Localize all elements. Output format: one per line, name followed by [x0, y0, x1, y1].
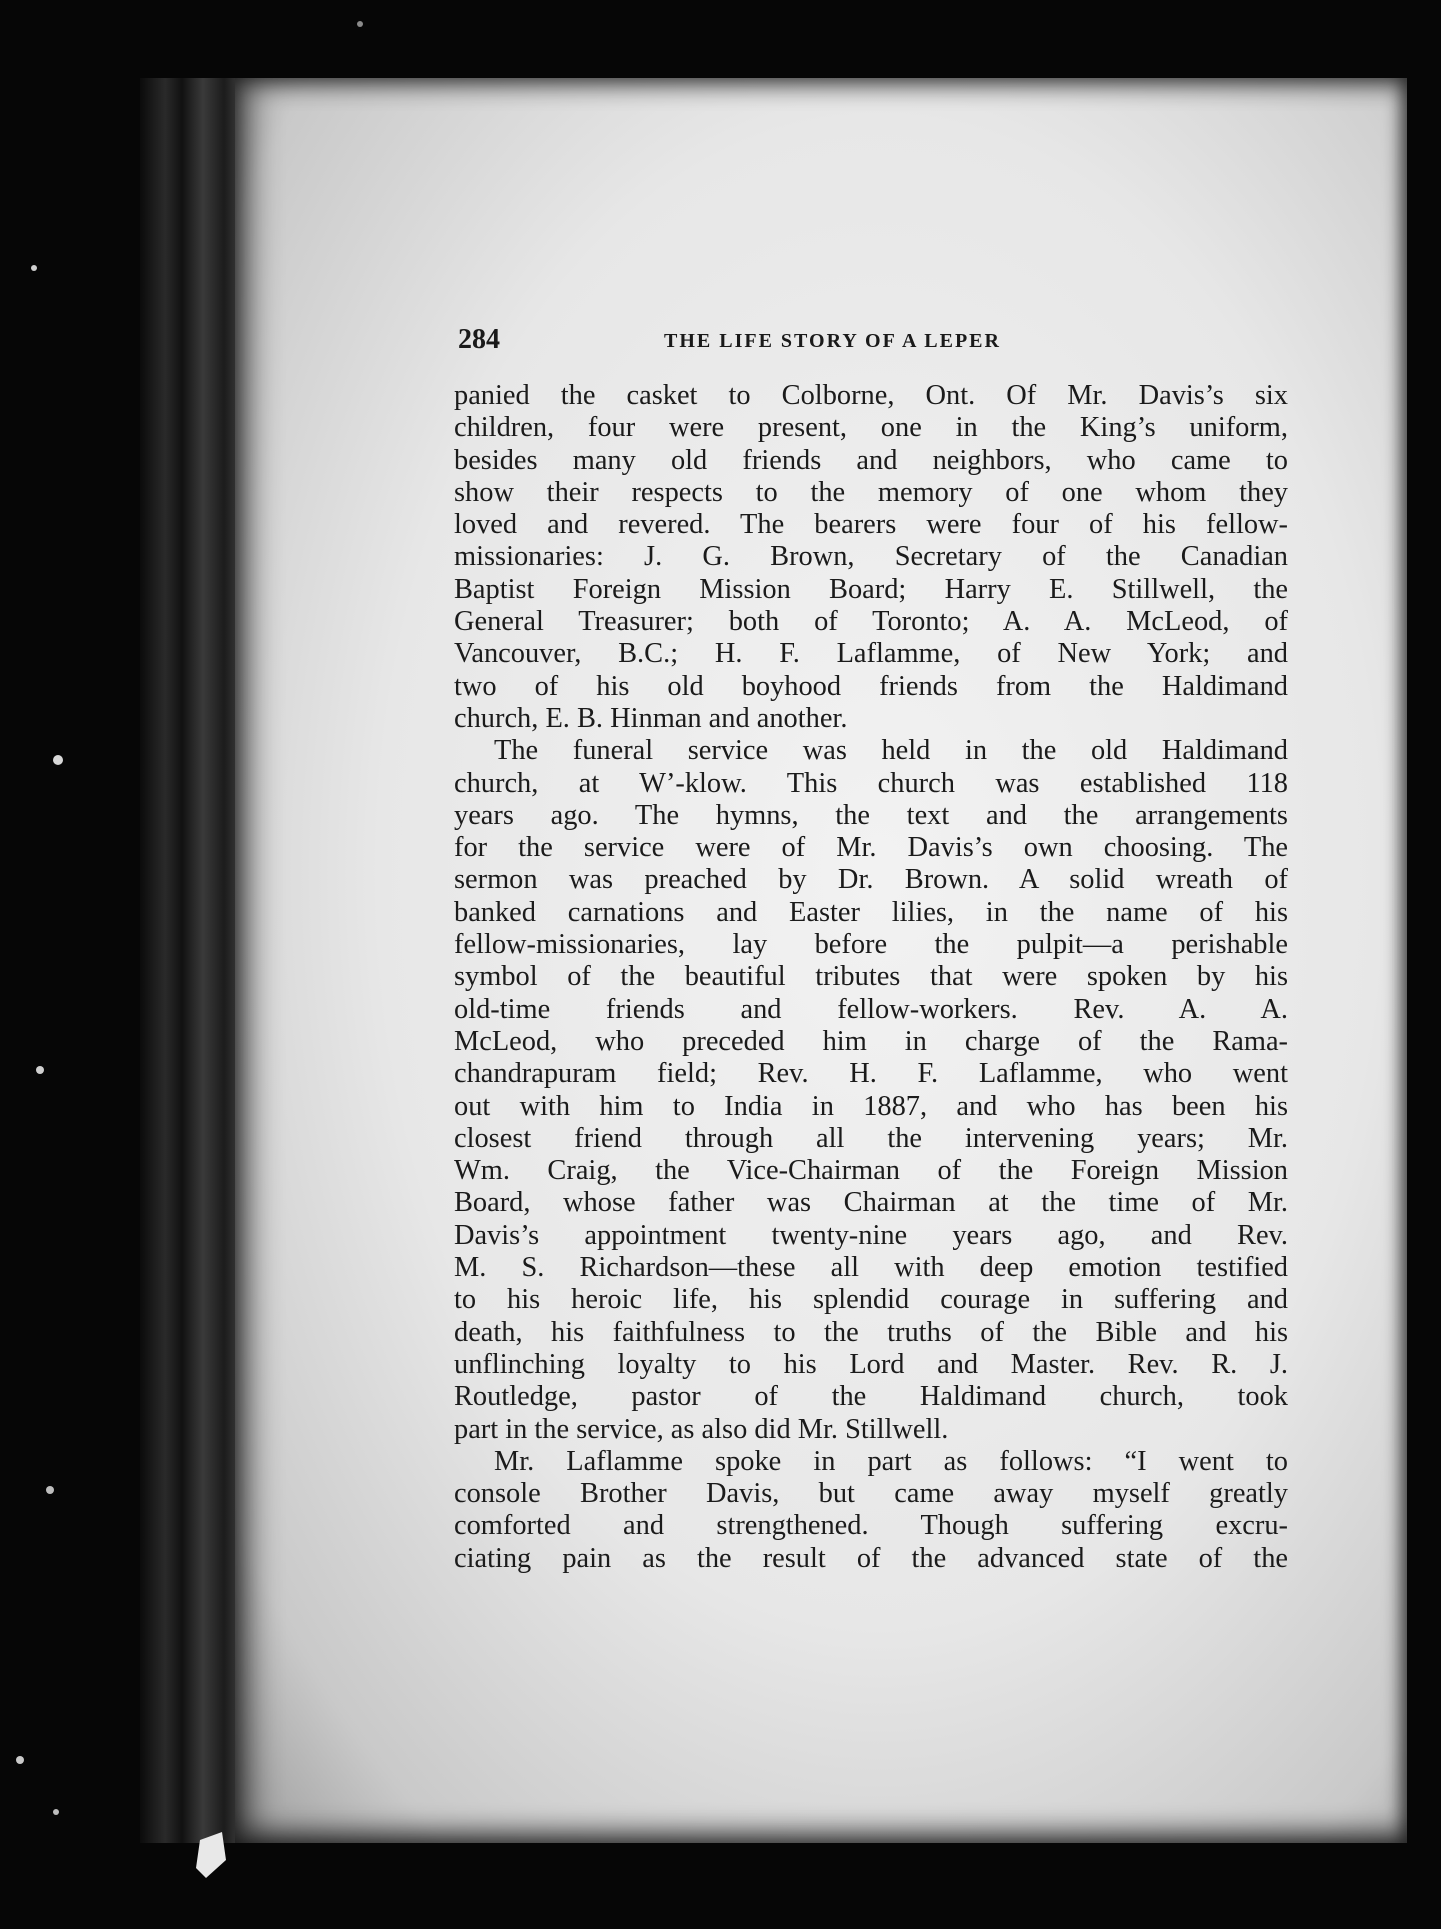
- body-text: [454, 380, 1288, 1575]
- text-line: banked carnations and Easter lilies, in the name of his: [454, 896, 1288, 928]
- text-line: unflinching loyalty to his Lord and Master. Rev. R. J.: [454, 1348, 1288, 1380]
- text-line: McLeod, who preceded him in charge of the Rama-: [454, 1025, 1288, 1057]
- text-line: show their respects to the memory of one whom they: [454, 476, 1288, 508]
- text-line: The funeral service was held in the old Haldimand: [494, 735, 1288, 767]
- text-line: Board, whose father was Chairman at the time of Mr.: [454, 1187, 1288, 1219]
- running-head: [458, 324, 1298, 364]
- text-line: console Brother Davis, but came away myself greatly: [454, 1478, 1288, 1510]
- text-line: Vancouver, B.C.; H. F. Laflamme, of New York; and: [454, 638, 1288, 670]
- text-line: Davis’s appointment twenty-nine years ago, and Rev.: [454, 1219, 1288, 1251]
- text-line: M. S. Richardson—these all with deep emotion testified: [454, 1252, 1288, 1284]
- text-line: part in the service, as also did Mr. Stillwell.: [454, 1413, 949, 1445]
- text-line: Routledge, pastor of the Haldimand church, took: [454, 1381, 1288, 1413]
- text-line: death, his faithfulness to the truths of the Bible and his: [454, 1316, 1288, 1348]
- text-line: symbol of the beautiful tributes that were spoken by his: [454, 961, 1288, 993]
- text-line: for the service were of Mr. Davis’s own choosing. The: [454, 832, 1288, 864]
- text-line: ciating pain as the result of the advanced state of the: [454, 1542, 1288, 1574]
- page-number: 284: [458, 324, 500, 355]
- text-line: Baptist Foreign Mission Board; Harry E. Stillwell, the: [454, 573, 1288, 605]
- text-line: missionaries: J. G. Brown, Secretary of the Canadian: [454, 541, 1288, 573]
- text-line: sermon was preached by Dr. Brown. A solid wreath of: [454, 864, 1288, 896]
- text-line: years ago. The hymns, the text and the arrangements: [454, 799, 1288, 831]
- text-line: children, four were present, one in the King’s uniform,: [454, 412, 1288, 444]
- running-head-title: THE LIFE STORY OF A LEPER: [664, 330, 1001, 352]
- text-line: old-time friends and fellow-workers. Rev. A. A.: [454, 993, 1288, 1025]
- text-line: loved and revered. The bearers were four of his fellow-: [454, 509, 1288, 541]
- text-line: comforted and strengthened. Though suffering excru-: [454, 1510, 1288, 1542]
- text-line: closest friend through all the intervening years; Mr.: [454, 1122, 1288, 1154]
- text-line: church, at W’‑klow. This church was established 118: [454, 767, 1288, 799]
- text-line: chandrapuram field; Rev. H. F. Laflamme, who went: [454, 1058, 1288, 1090]
- text-line: Wm. Craig, the Vice-Chairman of the Foreign Mission: [454, 1155, 1288, 1187]
- text-line: out with him to India in 1887, and who has been his: [454, 1090, 1288, 1122]
- text-line: besides many old friends and neighbors, who came to: [454, 444, 1288, 476]
- text-line: fellow-missionaries, lay before the pulpit—a perishable: [454, 929, 1288, 961]
- text-line: two of his old boyhood friends from the Haldimand: [454, 670, 1288, 702]
- text-line: church, E. B. Hinman and another.: [454, 702, 848, 734]
- text-line: General Treasurer; both of Toronto; A. A. McLeod, of: [454, 606, 1288, 638]
- text-line: Mr. Laflamme spoke in part as follows: “I went to: [494, 1445, 1288, 1477]
- text-line: to his heroic life, his splendid courage in suffering and: [454, 1284, 1288, 1316]
- text-line: panied the casket to Colborne, Ont. Of Mr. Davis’s six: [454, 380, 1288, 411]
